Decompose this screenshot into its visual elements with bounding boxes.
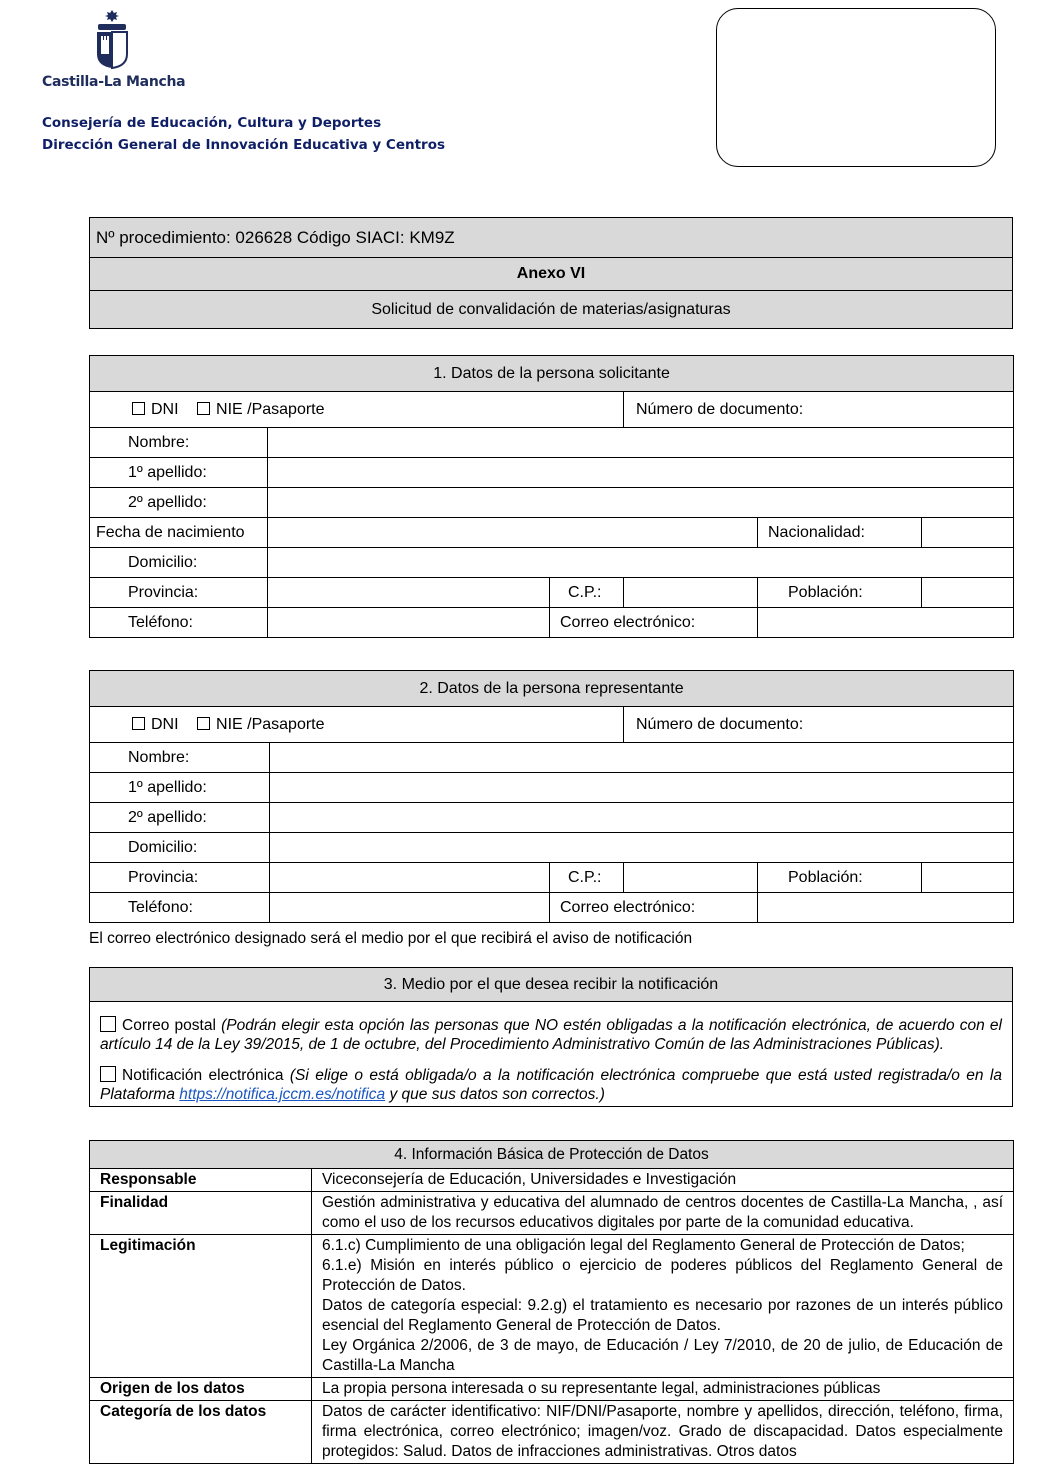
- email-note: El correo electrónico designado será el medio por el que recibirá el aviso de notificación: [89, 930, 693, 947]
- electronic-text-after: y que sus datos son correctos.): [389, 1086, 605, 1103]
- poblacion-label: Población:: [758, 578, 922, 608]
- postal-label: Correo postal: [122, 1017, 216, 1034]
- department-line-2: Dirección General de Innovación Educativa y Centros: [42, 137, 446, 153]
- postal-text: (Podrán elegir esta opción las personas que NO estén obligadas a la notificación electrónica, de acuerdo con el artículo 14 de la Ley 39/2015, de 1 de octubre, del Procedimiento Administrativo Común de las Administraciones Públicas).: [100, 1017, 1002, 1053]
- correo-label: Correo electrónico:: [550, 608, 758, 638]
- section-1-title: 1. Datos de la persona solicitante: [90, 356, 1014, 392]
- poblacion-field[interactable]: [922, 578, 1014, 608]
- rep-doc-number-field[interactable]: [624, 707, 1014, 743]
- section-2-title: 2. Datos de la persona representante: [90, 671, 1014, 707]
- apellido1-label: 1º apellido:: [90, 458, 268, 488]
- doc-number-label: Número de documento:: [636, 400, 804, 418]
- dni-label: DNI: [151, 400, 179, 418]
- rep-doc-type-choice: [90, 707, 624, 743]
- legitimacion-line: 6.1.c) Cumplimiento de una obligación legal del Reglamento General de Protección de Datos;: [322, 1237, 965, 1254]
- apellido2-label: 2º apellido:: [90, 488, 268, 518]
- apellido1-field[interactable]: [268, 458, 1014, 488]
- responsable-key: Responsable: [90, 1169, 312, 1192]
- rep-correo-field[interactable]: [758, 893, 1014, 923]
- telefono-field[interactable]: [268, 608, 550, 638]
- rep-cp-field[interactable]: [624, 863, 758, 893]
- correo-field[interactable]: [758, 608, 1014, 638]
- legitimacion-line: 6.1.e) Misión en interés público o ejercicio de poderes públicos del Reglamento General de Protección de Datos.: [322, 1257, 1004, 1294]
- rep-apellido1-label: 1º apellido:: [90, 773, 270, 803]
- nombre-field[interactable]: [268, 428, 1014, 458]
- rep-dni-checkbox[interactable]: [132, 717, 145, 730]
- responsable-value: Viceconsejería de Educación, Universidades e Investigación: [312, 1169, 1014, 1192]
- origen-value: La propia persona interesada o su representante legal, administraciones públicas: [312, 1378, 1014, 1401]
- rep-correo-label: Correo electrónico:: [550, 893, 758, 923]
- categoria-key: Categoría de los datos: [90, 1401, 312, 1464]
- electronic-text-before: (Si elige o está obligada/o a la notificación electrónica compruebe que está usted registrada/o en la Plataforma: [100, 1067, 1002, 1103]
- rep-domicilio-field[interactable]: [270, 833, 1014, 863]
- rep-telefono-field[interactable]: [270, 893, 550, 923]
- annex-title: Anexo VI: [90, 258, 1013, 291]
- rep-nombre-field[interactable]: [270, 743, 1014, 773]
- categoria-value: Datos de carácter identificativo: NIF/DNI/Pasaporte, nombre y apellidos, dirección, teléfono, firma, firma electrónica, correo electrónico; imagen/voz. Grado de discapacidad. Datos especialmente protegidos: Salud. Datos de infracciones administrativas. Otros datos: [312, 1401, 1014, 1464]
- rep-doc-number-label: Número de documento:: [636, 715, 804, 733]
- rep-apellido2-field[interactable]: [270, 803, 1014, 833]
- legitimacion-key: Legitimación: [90, 1235, 312, 1378]
- apellido2-field[interactable]: [268, 488, 1014, 518]
- rep-cp-label: C.P.:: [550, 863, 624, 893]
- nie-label: NIE /Pasaporte: [216, 400, 325, 418]
- electronic-checkbox[interactable]: [100, 1066, 116, 1082]
- section-3-title: 3. Medio por el que desea recibir la notificación: [90, 968, 1013, 1002]
- procedure-id: Nº procedimiento: 026628 Código SIACI: KM9Z: [90, 218, 1013, 258]
- section-2-table: [89, 670, 1014, 923]
- provincia-label: Provincia:: [90, 578, 268, 608]
- rep-domicilio-label: Domicilio:: [90, 833, 270, 863]
- logo: [42, 8, 192, 90]
- telefono-label: Teléfono:: [90, 608, 268, 638]
- fecha-nac-label: Fecha de nacimiento: [90, 518, 268, 548]
- cp-field[interactable]: [624, 578, 758, 608]
- rep-telefono-label: Teléfono:: [90, 893, 270, 923]
- nombre-label: Nombre:: [90, 428, 268, 458]
- legitimacion-value: [312, 1235, 1014, 1378]
- finalidad-key: Finalidad: [90, 1192, 312, 1235]
- legitimacion-line: Ley Orgánica 2/2006, de 3 de mayo, de Educación / Ley 7/2010, de 20 de julio, de Educación de Castilla-La Mancha: [322, 1337, 1004, 1374]
- section-4-title: 4. Información Básica de Protección de Datos: [90, 1141, 1014, 1169]
- rep-provincia-label: Provincia:: [90, 863, 270, 893]
- rep-apellido1-field[interactable]: [270, 773, 1014, 803]
- logo-text: Castilla-La Mancha: [42, 74, 186, 90]
- rep-nie-checkbox[interactable]: [197, 717, 210, 730]
- finalidad-value: Gestión administrativa y educativa del alumnado de centros docentes de Castilla-La Mancha, , así como el uso de los recursos educativos digitales por parte de la comunidad educativa.: [312, 1192, 1014, 1235]
- electronic-label: Notificación electrónica: [122, 1067, 284, 1084]
- postal-checkbox[interactable]: [100, 1016, 116, 1032]
- postal-option: [90, 1002, 1013, 1059]
- domicilio-field[interactable]: [268, 548, 1014, 578]
- doc-number-field[interactable]: [624, 392, 1014, 428]
- form-title: Solicitud de convalidación de materias/asignaturas: [90, 291, 1013, 329]
- nacionalidad-field[interactable]: [922, 518, 1014, 548]
- rep-provincia-field[interactable]: [270, 863, 550, 893]
- procedure-header-table: [89, 217, 1013, 329]
- department-header: [42, 112, 445, 156]
- rep-poblacion-field[interactable]: [922, 863, 1014, 893]
- section-3-table: [89, 967, 1013, 1107]
- section-1-table: [89, 355, 1014, 638]
- fecha-nac-field[interactable]: [268, 518, 758, 548]
- electronic-option: [90, 1058, 1013, 1107]
- rep-poblacion-label: Población:: [758, 863, 922, 893]
- notifica-link[interactable]: https://notifica.jccm.es/notifica: [179, 1086, 386, 1103]
- domicilio-label: Domicilio:: [90, 548, 268, 578]
- legitimacion-line: Datos de categoría especial: 9.2.g) el tratamiento es necesario por razones de un interés público esencial del Reglamento General de Protección de Datos.: [322, 1297, 1004, 1334]
- coat-of-arms-icon: [94, 8, 130, 70]
- rep-nombre-label: Nombre:: [90, 743, 270, 773]
- registry-stamp-box: [716, 8, 996, 167]
- section-4-table: [89, 1140, 1014, 1464]
- rep-dni-label: DNI: [151, 715, 179, 733]
- department-line-1: Consejería de Educación, Cultura y Deportes: [42, 115, 382, 131]
- origen-key: Origen de los datos: [90, 1378, 312, 1401]
- provincia-field[interactable]: [268, 578, 550, 608]
- cp-label: C.P.:: [550, 578, 624, 608]
- dni-checkbox[interactable]: [132, 402, 145, 415]
- rep-apellido2-label: 2º apellido:: [90, 803, 270, 833]
- nacionalidad-label: Nacionalidad:: [758, 518, 922, 548]
- rep-nie-label: NIE /Pasaporte: [216, 715, 325, 733]
- doc-type-choice: [90, 392, 624, 428]
- nie-checkbox[interactable]: [197, 402, 210, 415]
